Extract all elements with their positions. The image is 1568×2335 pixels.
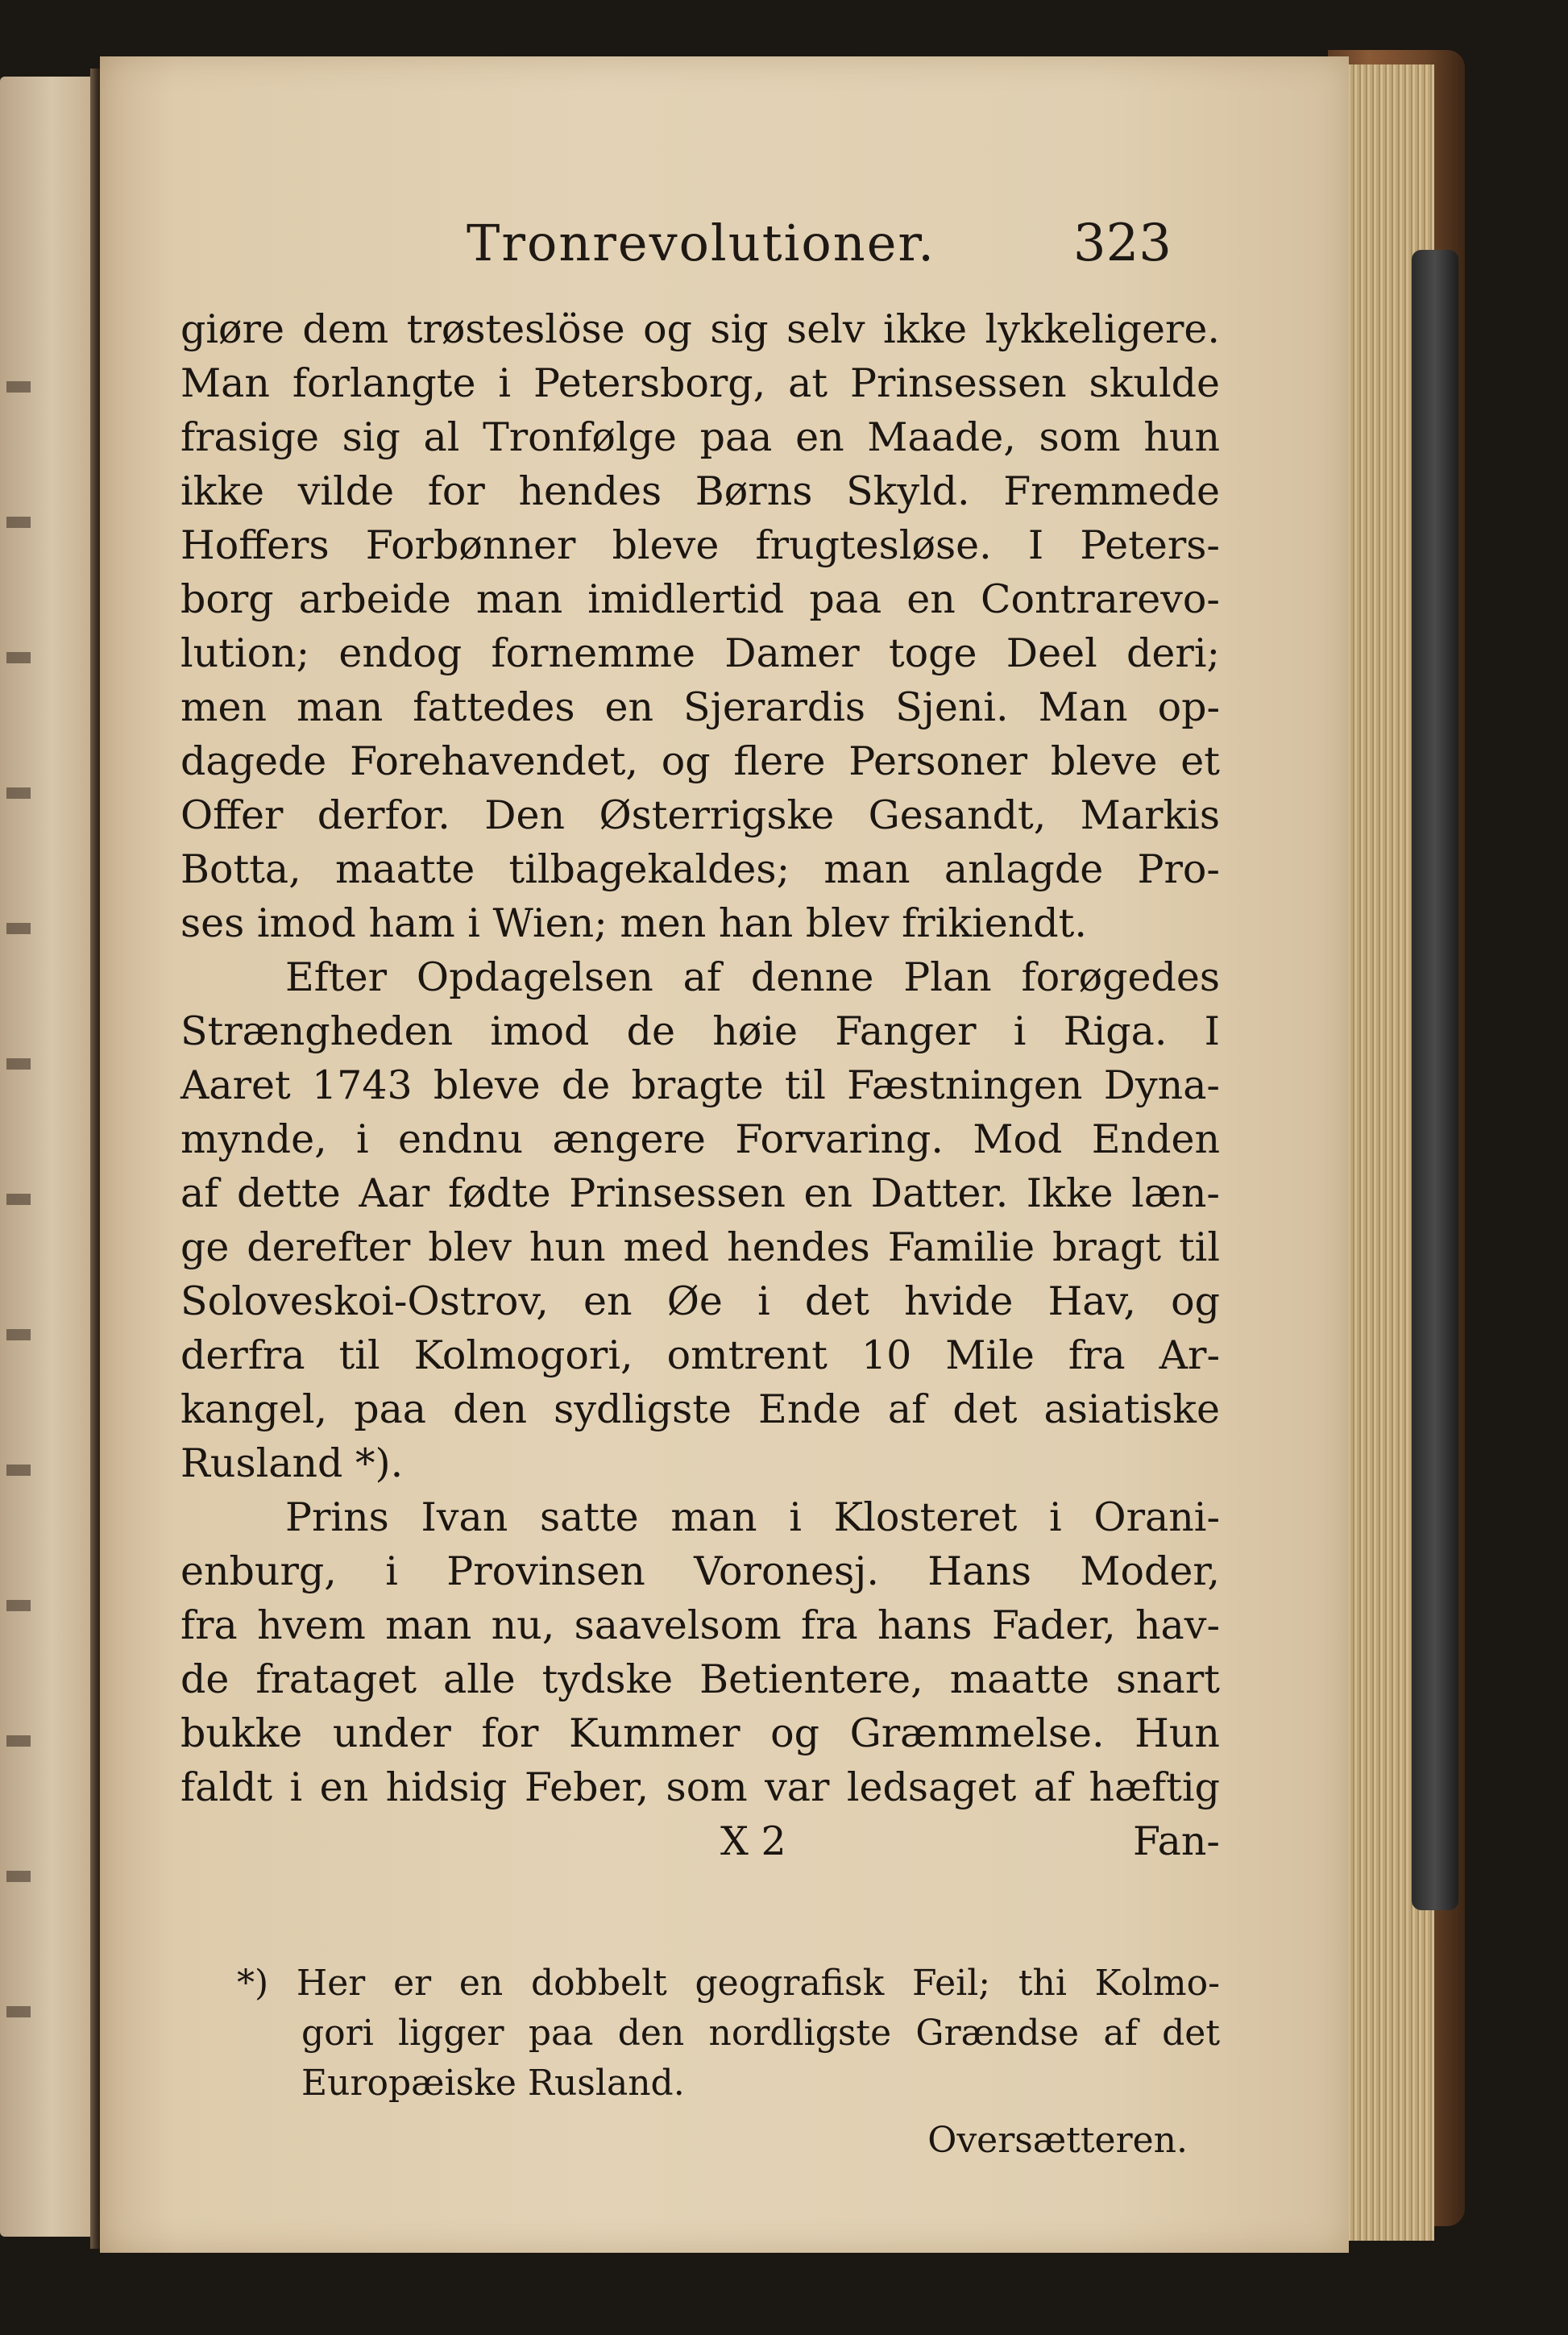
text-line: frasige sig al Tronfølge paa en Maade, som hun: [180, 414, 1220, 460]
text-line: lution; endog fornemme Damer toge Deel deri;: [180, 630, 1220, 676]
page-number: 323: [1072, 214, 1172, 273]
text-line: ses imod ham i Wien; men han blev frikiendt.: [180, 900, 1087, 946]
text-line: ge derefter blev hun med hendes Familie bragt til: [180, 1224, 1220, 1270]
text-line: Offer derfor. Den Østerrigske Gesandt, Markis: [180, 792, 1220, 838]
text-line: bukke under for Kummer og Græmmelse. Hun: [180, 1710, 1220, 1756]
text-line: Strængheden imod de høie Fanger i Riga. I: [180, 1008, 1220, 1054]
previous-page-edge: [0, 77, 95, 2237]
running-head: Tronrevolutioner.: [467, 214, 935, 272]
text-line: men man fattedes en Sjerardis Sjeni. Man op-: [180, 684, 1220, 730]
text-line: derfra til Kolmogori, omtrent 10 Mile fra Ar-: [180, 1332, 1220, 1378]
text-line: ikke vilde for hendes Børns Skyld. Fremmede: [180, 468, 1220, 514]
page-header: [100, 214, 1349, 278]
text-line: enburg, i Provinsen Voronesj. Hans Moder,: [180, 1548, 1220, 1594]
text-line: kangel, paa den sydligste Ende af det asiatiske: [180, 1386, 1220, 1432]
text-line: borg arbeide man imidlertid paa en Contrarevo-: [180, 576, 1220, 622]
footnote-line: Europæiske Rusland.: [301, 2063, 685, 2104]
text-line: dagede Forehavendet, og flere Personer bleve et: [180, 738, 1220, 784]
text-line: Botta, maatte tilbagekaldes; man anlagde Pro-: [180, 846, 1220, 892]
footnote-signature: Oversætteren.: [927, 2120, 1188, 2161]
catchword: Fan-: [1132, 1818, 1220, 1864]
text-line-paragraph-start: Efter Opdagelsen af denne Plan forøgedes: [285, 954, 1220, 1000]
text-line: Soloveskoi-Ostrov, en Øe i det hvide Hav, og: [180, 1278, 1220, 1324]
text-line: giøre dem trøsteslöse og sig selv ikke lykkeligere.: [180, 306, 1220, 352]
signature-mark: X 2: [720, 1818, 786, 1864]
book-page: [100, 56, 1349, 2253]
text-line: Hoffers Forbønner bleve frugtesløse. I Peters-: [180, 522, 1220, 568]
text-line: Man forlangte i Petersborg, at Prinsessen skulde: [180, 360, 1220, 406]
body-text: [180, 302, 1220, 1868]
text-line: af dette Aar fødte Prinsessen en Datter. Ikke læn-: [180, 1170, 1220, 1216]
footnote-line: gori ligger paa den nordligste Grændse af det: [301, 2013, 1220, 2054]
cover-dark-band: [1412, 250, 1458, 1910]
text-line: fra hvem man nu, saavelsom fra hans Fader, hav-: [180, 1602, 1220, 1648]
footnote: [237, 1959, 1220, 2167]
text-line: mynde, i endnu ængere Forvaring. Mod Enden: [180, 1116, 1220, 1162]
text-line: Aaret 1743 bleve de bragte til Fæstningen Dyna-: [180, 1062, 1220, 1108]
text-line: de frataget alle tydske Betientere, maatte snart: [180, 1656, 1220, 1702]
text-line-paragraph-start: Prins Ivan satte man i Klosteret i Orani-: [285, 1494, 1220, 1540]
footnote-line: *) Her er en dobbelt geografisk Feil; thi Kolmo-: [237, 1963, 1220, 2004]
text-line: faldt i en hidsig Feber, som var ledsaget af hæftig: [180, 1764, 1220, 1810]
text-line: Rusland *).: [180, 1440, 404, 1486]
signature-row: [180, 1814, 1220, 1868]
